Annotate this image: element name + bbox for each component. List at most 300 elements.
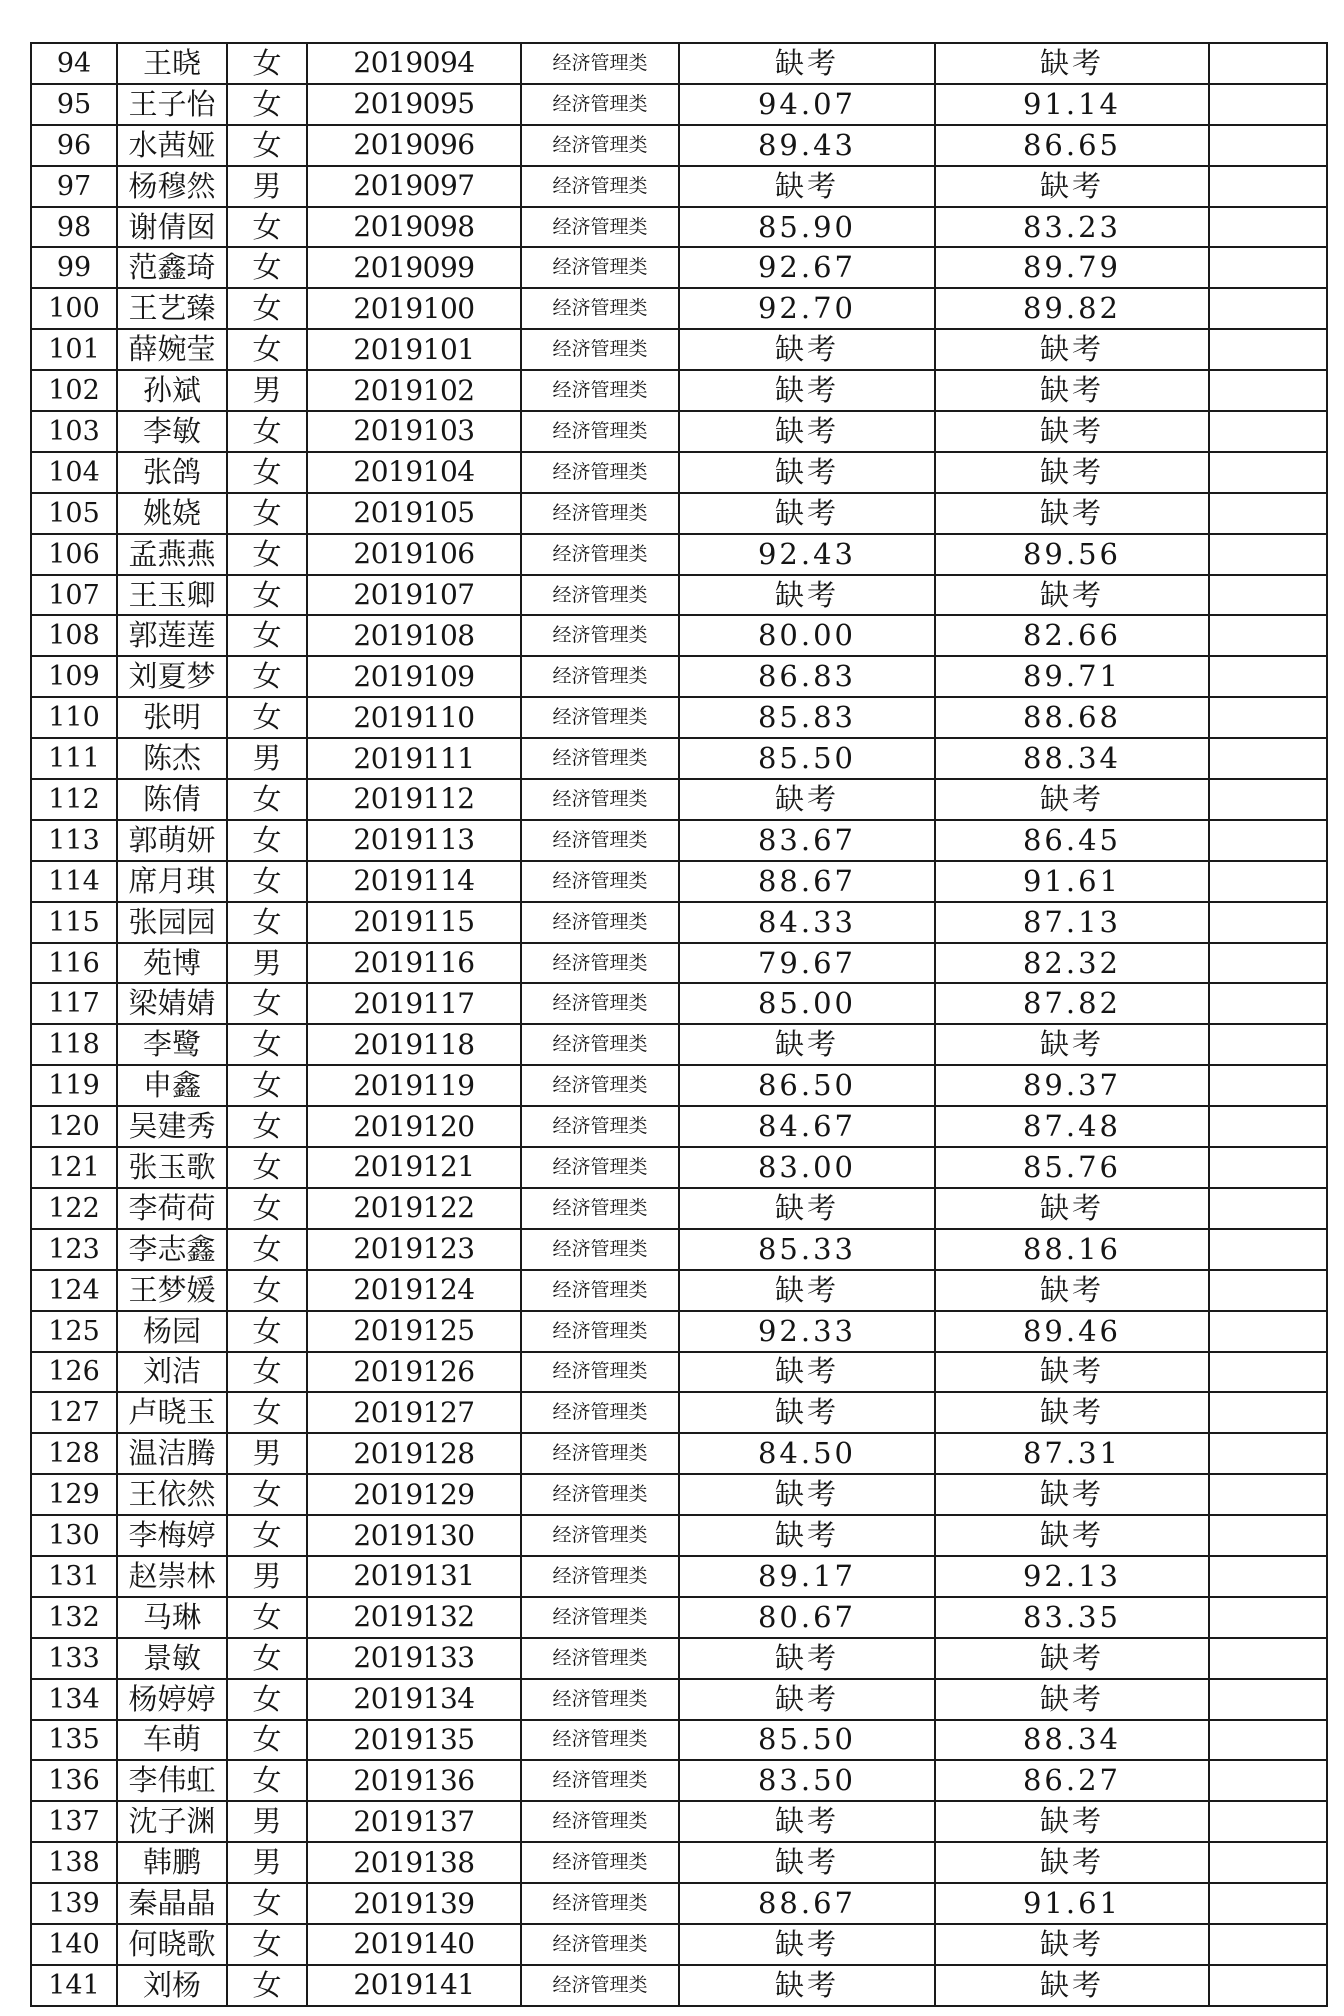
serial-number-cell: 132 — [31, 1597, 117, 1638]
category-cell: 经济管理类 — [521, 1720, 679, 1761]
total-score-cell: 91.61 — [935, 1883, 1209, 1924]
written-score-cell: 84.33 — [679, 902, 935, 943]
exam-id-cell: 2019104 — [307, 452, 521, 493]
total-score-cell: 88.68 — [935, 697, 1209, 738]
table-row — [31, 452, 1327, 493]
gender-cell: 女 — [227, 43, 307, 84]
table-row — [31, 329, 1327, 370]
table-row — [31, 1352, 1327, 1393]
written-score-cell: 80.67 — [679, 1597, 935, 1638]
total-score-cell: 缺考 — [935, 575, 1209, 616]
remark-cell — [1209, 1801, 1327, 1842]
exam-id-cell: 2019095 — [307, 84, 521, 125]
gender-cell: 女 — [227, 1720, 307, 1761]
exam-id-cell: 2019114 — [307, 861, 521, 902]
written-score-cell: 缺考 — [679, 1024, 935, 1065]
remark-cell — [1209, 125, 1327, 166]
remark-cell — [1209, 84, 1327, 125]
exam-id-cell: 2019133 — [307, 1638, 521, 1679]
table-row — [31, 1924, 1327, 1965]
serial-number-cell: 129 — [31, 1474, 117, 1515]
table-row — [31, 738, 1327, 779]
serial-number-cell: 111 — [31, 738, 117, 779]
serial-number-cell: 116 — [31, 943, 117, 984]
table-row — [31, 902, 1327, 943]
category-cell: 经济管理类 — [521, 1924, 679, 1965]
remark-cell — [1209, 820, 1327, 861]
written-score-cell: 85.83 — [679, 697, 935, 738]
name-cell: 王艺臻 — [117, 288, 227, 329]
remark-cell — [1209, 575, 1327, 616]
written-score-cell: 84.67 — [679, 1106, 935, 1147]
exam-id-cell: 2019123 — [307, 1229, 521, 1270]
table-row — [31, 1638, 1327, 1679]
exam-id-cell: 2019109 — [307, 656, 521, 697]
written-score-cell: 92.67 — [679, 247, 935, 288]
table-row — [31, 1229, 1327, 1270]
name-cell: 郭莲莲 — [117, 615, 227, 656]
exam-id-cell: 2019112 — [307, 779, 521, 820]
total-score-cell: 82.66 — [935, 615, 1209, 656]
serial-number-cell: 107 — [31, 575, 117, 616]
category-cell: 经济管理类 — [521, 329, 679, 370]
serial-number-cell: 131 — [31, 1556, 117, 1597]
exam-id-cell: 2019135 — [307, 1720, 521, 1761]
table-row — [31, 1801, 1327, 1842]
name-cell: 陈倩 — [117, 779, 227, 820]
remark-cell — [1209, 1065, 1327, 1106]
serial-number-cell: 134 — [31, 1679, 117, 1720]
exam-id-cell: 2019096 — [307, 125, 521, 166]
total-score-cell: 89.46 — [935, 1311, 1209, 1352]
name-cell: 王梦媛 — [117, 1270, 227, 1311]
total-score-cell: 缺考 — [935, 1515, 1209, 1556]
remark-cell — [1209, 1474, 1327, 1515]
category-cell: 经济管理类 — [521, 1679, 679, 1720]
gender-cell: 女 — [227, 1760, 307, 1801]
remark-cell — [1209, 1392, 1327, 1433]
serial-number-cell: 130 — [31, 1515, 117, 1556]
serial-number-cell: 139 — [31, 1883, 117, 1924]
serial-number-cell: 138 — [31, 1842, 117, 1883]
exam-id-cell: 2019117 — [307, 983, 521, 1024]
table-row — [31, 615, 1327, 656]
total-score-cell: 83.23 — [935, 207, 1209, 248]
serial-number-cell: 137 — [31, 1801, 117, 1842]
gender-cell: 女 — [227, 1065, 307, 1106]
name-cell: 王依然 — [117, 1474, 227, 1515]
gender-cell: 女 — [227, 983, 307, 1024]
category-cell: 经济管理类 — [521, 1270, 679, 1311]
total-score-cell: 缺考 — [935, 452, 1209, 493]
exam-id-cell: 2019111 — [307, 738, 521, 779]
gender-cell: 女 — [227, 84, 307, 125]
category-cell: 经济管理类 — [521, 166, 679, 207]
total-score-cell: 88.16 — [935, 1229, 1209, 1270]
total-score-cell: 89.71 — [935, 656, 1209, 697]
written-score-cell: 缺考 — [679, 329, 935, 370]
gender-cell: 女 — [227, 1024, 307, 1065]
total-score-cell: 89.37 — [935, 1065, 1209, 1106]
written-score-cell: 缺考 — [679, 779, 935, 820]
gender-cell: 女 — [227, 1229, 307, 1270]
table-row — [31, 697, 1327, 738]
table-row — [31, 288, 1327, 329]
total-score-cell: 83.35 — [935, 1597, 1209, 1638]
name-cell: 李鹭 — [117, 1024, 227, 1065]
name-cell: 秦晶晶 — [117, 1883, 227, 1924]
total-score-cell: 87.31 — [935, 1433, 1209, 1474]
remark-cell — [1209, 1638, 1327, 1679]
remark-cell — [1209, 615, 1327, 656]
written-score-cell: 92.33 — [679, 1311, 935, 1352]
category-cell: 经济管理类 — [521, 1147, 679, 1188]
category-cell: 经济管理类 — [521, 656, 679, 697]
total-score-cell: 缺考 — [935, 411, 1209, 452]
table-row — [31, 1065, 1327, 1106]
gender-cell: 女 — [227, 1965, 307, 2006]
category-cell: 经济管理类 — [521, 207, 679, 248]
exam-id-cell: 2019116 — [307, 943, 521, 984]
name-cell: 孙斌 — [117, 370, 227, 411]
gender-cell: 女 — [227, 1597, 307, 1638]
table-row — [31, 1842, 1327, 1883]
table-row — [31, 983, 1327, 1024]
category-cell: 经济管理类 — [521, 1965, 679, 2006]
remark-cell — [1209, 166, 1327, 207]
total-score-cell: 88.34 — [935, 738, 1209, 779]
gender-cell: 女 — [227, 207, 307, 248]
category-cell: 经济管理类 — [521, 288, 679, 329]
table-row — [31, 861, 1327, 902]
category-cell: 经济管理类 — [521, 1392, 679, 1433]
exam-id-cell: 2019126 — [307, 1352, 521, 1393]
serial-number-cell: 94 — [31, 43, 117, 84]
written-score-cell: 缺考 — [679, 452, 935, 493]
name-cell: 席月琪 — [117, 861, 227, 902]
written-score-cell: 缺考 — [679, 575, 935, 616]
name-cell: 张玉歌 — [117, 1147, 227, 1188]
serial-number-cell: 104 — [31, 452, 117, 493]
exam-id-cell: 2019098 — [307, 207, 521, 248]
name-cell: 李敏 — [117, 411, 227, 452]
written-score-cell: 88.67 — [679, 861, 935, 902]
table-row — [31, 1270, 1327, 1311]
table-row — [31, 1024, 1327, 1065]
total-score-cell: 缺考 — [935, 1924, 1209, 1965]
name-cell: 姚娆 — [117, 493, 227, 534]
name-cell: 何晓歌 — [117, 1924, 227, 1965]
serial-number-cell: 95 — [31, 84, 117, 125]
name-cell: 谢倩囡 — [117, 207, 227, 248]
gender-cell: 女 — [227, 1924, 307, 1965]
name-cell: 赵崇林 — [117, 1556, 227, 1597]
gender-cell: 男 — [227, 1556, 307, 1597]
category-cell: 经济管理类 — [521, 534, 679, 575]
written-score-cell: 缺考 — [679, 1638, 935, 1679]
gender-cell: 男 — [227, 1842, 307, 1883]
exam-id-cell: 2019127 — [307, 1392, 521, 1433]
serial-number-cell: 108 — [31, 615, 117, 656]
category-cell: 经济管理类 — [521, 943, 679, 984]
exam-id-cell: 2019125 — [307, 1311, 521, 1352]
remark-cell — [1209, 370, 1327, 411]
remark-cell — [1209, 288, 1327, 329]
written-score-cell: 缺考 — [679, 1924, 935, 1965]
exam-id-cell: 2019140 — [307, 1924, 521, 1965]
total-score-cell: 缺考 — [935, 779, 1209, 820]
exam-id-cell: 2019137 — [307, 1801, 521, 1842]
exam-id-cell: 2019129 — [307, 1474, 521, 1515]
written-score-cell: 缺考 — [679, 411, 935, 452]
total-score-cell: 86.45 — [935, 820, 1209, 861]
score-table — [30, 42, 1328, 2007]
table-row — [31, 575, 1327, 616]
remark-cell — [1209, 943, 1327, 984]
category-cell: 经济管理类 — [521, 983, 679, 1024]
written-score-cell: 79.67 — [679, 943, 935, 984]
total-score-cell: 89.82 — [935, 288, 1209, 329]
total-score-cell: 缺考 — [935, 329, 1209, 370]
table-row — [31, 534, 1327, 575]
gender-cell: 女 — [227, 288, 307, 329]
serial-number-cell: 114 — [31, 861, 117, 902]
remark-cell — [1209, 983, 1327, 1024]
table-row — [31, 1965, 1327, 2006]
written-score-cell: 缺考 — [679, 166, 935, 207]
name-cell: 刘夏梦 — [117, 656, 227, 697]
serial-number-cell: 141 — [31, 1965, 117, 2006]
exam-id-cell: 2019097 — [307, 166, 521, 207]
table-row — [31, 43, 1327, 84]
name-cell: 张园园 — [117, 902, 227, 943]
written-score-cell: 85.33 — [679, 1229, 935, 1270]
category-cell: 经济管理类 — [521, 1597, 679, 1638]
serial-number-cell: 102 — [31, 370, 117, 411]
category-cell: 经济管理类 — [521, 738, 679, 779]
exam-id-cell: 2019128 — [307, 1433, 521, 1474]
gender-cell: 男 — [227, 738, 307, 779]
gender-cell: 女 — [227, 575, 307, 616]
written-score-cell: 89.43 — [679, 125, 935, 166]
written-score-cell: 88.67 — [679, 1883, 935, 1924]
category-cell: 经济管理类 — [521, 1024, 679, 1065]
gender-cell: 女 — [227, 1392, 307, 1433]
remark-cell — [1209, 207, 1327, 248]
exam-id-cell: 2019118 — [307, 1024, 521, 1065]
gender-cell: 女 — [227, 1270, 307, 1311]
exam-id-cell: 2019124 — [307, 1270, 521, 1311]
remark-cell — [1209, 1679, 1327, 1720]
remark-cell — [1209, 1024, 1327, 1065]
name-cell: 杨穆然 — [117, 166, 227, 207]
category-cell: 经济管理类 — [521, 125, 679, 166]
table-row — [31, 943, 1327, 984]
gender-cell: 女 — [227, 1311, 307, 1352]
category-cell: 经济管理类 — [521, 1842, 679, 1883]
written-score-cell: 86.83 — [679, 656, 935, 697]
table-row — [31, 656, 1327, 697]
gender-cell: 女 — [227, 329, 307, 370]
written-score-cell: 92.70 — [679, 288, 935, 329]
remark-cell — [1209, 411, 1327, 452]
written-score-cell: 86.50 — [679, 1065, 935, 1106]
written-score-cell: 94.07 — [679, 84, 935, 125]
written-score-cell: 缺考 — [679, 1679, 935, 1720]
total-score-cell: 缺考 — [935, 1392, 1209, 1433]
gender-cell: 女 — [227, 411, 307, 452]
gender-cell: 女 — [227, 779, 307, 820]
gender-cell: 女 — [227, 656, 307, 697]
total-score-cell: 91.14 — [935, 84, 1209, 125]
exam-id-cell: 2019099 — [307, 247, 521, 288]
written-score-cell: 缺考 — [679, 370, 935, 411]
written-score-cell: 缺考 — [679, 1965, 935, 2006]
remark-cell — [1209, 43, 1327, 84]
category-cell: 经济管理类 — [521, 1556, 679, 1597]
name-cell: 郭萌妍 — [117, 820, 227, 861]
total-score-cell: 缺考 — [935, 1638, 1209, 1679]
category-cell: 经济管理类 — [521, 575, 679, 616]
name-cell: 刘杨 — [117, 1965, 227, 2006]
remark-cell — [1209, 1433, 1327, 1474]
serial-number-cell: 99 — [31, 247, 117, 288]
name-cell: 温洁腾 — [117, 1433, 227, 1474]
remark-cell — [1209, 534, 1327, 575]
table-row — [31, 247, 1327, 288]
remark-cell — [1209, 1106, 1327, 1147]
score-table-body — [31, 43, 1327, 2006]
category-cell: 经济管理类 — [521, 1065, 679, 1106]
name-cell: 张鸽 — [117, 452, 227, 493]
gender-cell: 女 — [227, 1515, 307, 1556]
category-cell: 经济管理类 — [521, 1229, 679, 1270]
total-score-cell: 87.48 — [935, 1106, 1209, 1147]
remark-cell — [1209, 656, 1327, 697]
serial-number-cell: 97 — [31, 166, 117, 207]
total-score-cell: 缺考 — [935, 1965, 1209, 2006]
category-cell: 经济管理类 — [521, 247, 679, 288]
gender-cell: 女 — [227, 493, 307, 534]
table-row — [31, 166, 1327, 207]
category-cell: 经济管理类 — [521, 1760, 679, 1801]
total-score-cell: 89.56 — [935, 534, 1209, 575]
table-row — [31, 1392, 1327, 1433]
table-row — [31, 1188, 1327, 1229]
gender-cell: 女 — [227, 1883, 307, 1924]
name-cell: 王玉卿 — [117, 575, 227, 616]
exam-id-cell: 2019121 — [307, 1147, 521, 1188]
serial-number-cell: 98 — [31, 207, 117, 248]
serial-number-cell: 117 — [31, 983, 117, 1024]
name-cell: 吴建秀 — [117, 1106, 227, 1147]
total-score-cell: 87.13 — [935, 902, 1209, 943]
gender-cell: 女 — [227, 615, 307, 656]
table-row — [31, 125, 1327, 166]
table-row — [31, 1760, 1327, 1801]
exam-id-cell: 2019110 — [307, 697, 521, 738]
remark-cell — [1209, 1229, 1327, 1270]
remark-cell — [1209, 247, 1327, 288]
gender-cell: 女 — [227, 452, 307, 493]
serial-number-cell: 125 — [31, 1311, 117, 1352]
serial-number-cell: 119 — [31, 1065, 117, 1106]
exam-id-cell: 2019106 — [307, 534, 521, 575]
remark-cell — [1209, 902, 1327, 943]
written-score-cell: 缺考 — [679, 1352, 935, 1393]
category-cell: 经济管理类 — [521, 1474, 679, 1515]
table-row — [31, 1311, 1327, 1352]
remark-cell — [1209, 1965, 1327, 2006]
written-score-cell: 缺考 — [679, 1474, 935, 1515]
serial-number-cell: 121 — [31, 1147, 117, 1188]
name-cell: 景敏 — [117, 1638, 227, 1679]
serial-number-cell: 122 — [31, 1188, 117, 1229]
remark-cell — [1209, 1352, 1327, 1393]
remark-cell — [1209, 861, 1327, 902]
remark-cell — [1209, 1515, 1327, 1556]
written-score-cell: 缺考 — [679, 1515, 935, 1556]
table-row — [31, 411, 1327, 452]
exam-id-cell: 2019120 — [307, 1106, 521, 1147]
name-cell: 王子怡 — [117, 84, 227, 125]
serial-number-cell: 140 — [31, 1924, 117, 1965]
table-row — [31, 1883, 1327, 1924]
category-cell: 经济管理类 — [521, 697, 679, 738]
written-score-cell: 83.67 — [679, 820, 935, 861]
table-row — [31, 820, 1327, 861]
name-cell: 杨婷婷 — [117, 1679, 227, 1720]
gender-cell: 男 — [227, 943, 307, 984]
name-cell: 申鑫 — [117, 1065, 227, 1106]
gender-cell: 男 — [227, 166, 307, 207]
exam-id-cell: 2019136 — [307, 1760, 521, 1801]
name-cell: 王晓 — [117, 43, 227, 84]
written-score-cell: 缺考 — [679, 1392, 935, 1433]
total-score-cell: 88.34 — [935, 1720, 1209, 1761]
total-score-cell: 缺考 — [935, 166, 1209, 207]
written-score-cell: 缺考 — [679, 1801, 935, 1842]
total-score-cell: 缺考 — [935, 1352, 1209, 1393]
serial-number-cell: 101 — [31, 329, 117, 370]
category-cell: 经济管理类 — [521, 411, 679, 452]
written-score-cell: 92.43 — [679, 534, 935, 575]
remark-cell — [1209, 329, 1327, 370]
name-cell: 苑博 — [117, 943, 227, 984]
name-cell: 韩鹏 — [117, 1842, 227, 1883]
serial-number-cell: 113 — [31, 820, 117, 861]
written-score-cell: 缺考 — [679, 1842, 935, 1883]
serial-number-cell: 118 — [31, 1024, 117, 1065]
exam-id-cell: 2019130 — [307, 1515, 521, 1556]
exam-id-cell: 2019119 — [307, 1065, 521, 1106]
name-cell: 水茜娅 — [117, 125, 227, 166]
table-row — [31, 207, 1327, 248]
name-cell: 孟燕燕 — [117, 534, 227, 575]
total-score-cell: 86.27 — [935, 1760, 1209, 1801]
written-score-cell: 缺考 — [679, 1270, 935, 1311]
written-score-cell: 缺考 — [679, 43, 935, 84]
name-cell: 李志鑫 — [117, 1229, 227, 1270]
remark-cell — [1209, 1311, 1327, 1352]
total-score-cell: 缺考 — [935, 1679, 1209, 1720]
category-cell: 经济管理类 — [521, 615, 679, 656]
exam-id-cell: 2019105 — [307, 493, 521, 534]
written-score-cell: 缺考 — [679, 493, 935, 534]
category-cell: 经济管理类 — [521, 1638, 679, 1679]
exam-id-cell: 2019132 — [307, 1597, 521, 1638]
exam-id-cell: 2019134 — [307, 1679, 521, 1720]
